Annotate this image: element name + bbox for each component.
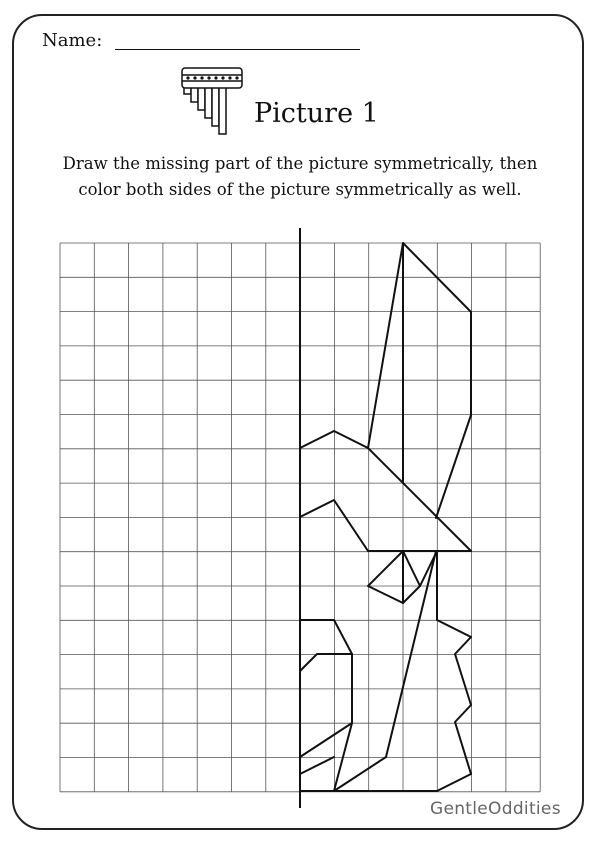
instructions-line-1: Draw the missing part of the picture symmetrically, then [62,154,538,173]
page-title: Picture 1 [254,98,379,129]
instructions-line-2: color both sides of the picture symmetrically as well. [78,180,522,199]
brand-logo: GentleOddities [430,799,561,819]
name-label: Name: [42,30,103,51]
